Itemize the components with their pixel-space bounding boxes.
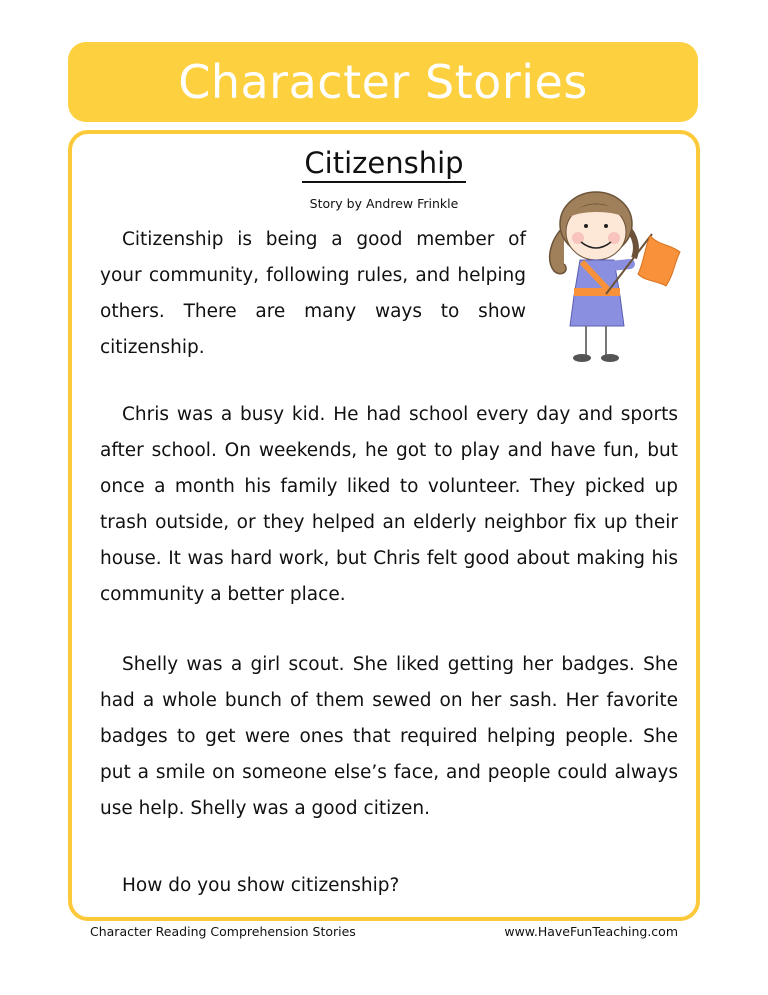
story-byline: Story by Andrew Frinkle: [309, 196, 459, 211]
page-title: Character Stories: [178, 55, 588, 109]
story-frame: [68, 130, 700, 921]
story-paragraph-chris: Chris was a busy kid. He had school every day and sports after school. On weekends, he got to play and have fun, but once a month his family liked to volunteer. They picked up trash outside, or they helped an elderly neighbor fix up their house. It was hard work, but Chris felt good about making his community a better place.: [100, 404, 678, 605]
story-paragraph-intro: Citizenship is being a good member of your community, following rules, and helping others. There are many ways to show citizenship.: [100, 229, 526, 358]
girl-scout-illustration: [534, 186, 694, 366]
footer-website: www.HaveFunTeaching.com: [504, 924, 678, 939]
story-title-wrap: [72, 146, 696, 180]
footer-series-label: Character Reading Comprehension Stories: [90, 924, 356, 939]
story-question: How do you show citizenship?: [122, 875, 400, 896]
title-banner: [68, 42, 698, 122]
story-paragraph-shelly: Shelly was a girl scout. She liked getting her badges. She had a whole bunch of them sewed on her sash. Her favorite badges to get were ones that required helping people. She put a smile on someone else’s face, and people could always use help. Shelly was a good citizen.: [100, 654, 678, 819]
story-title: Citizenship: [302, 146, 465, 183]
